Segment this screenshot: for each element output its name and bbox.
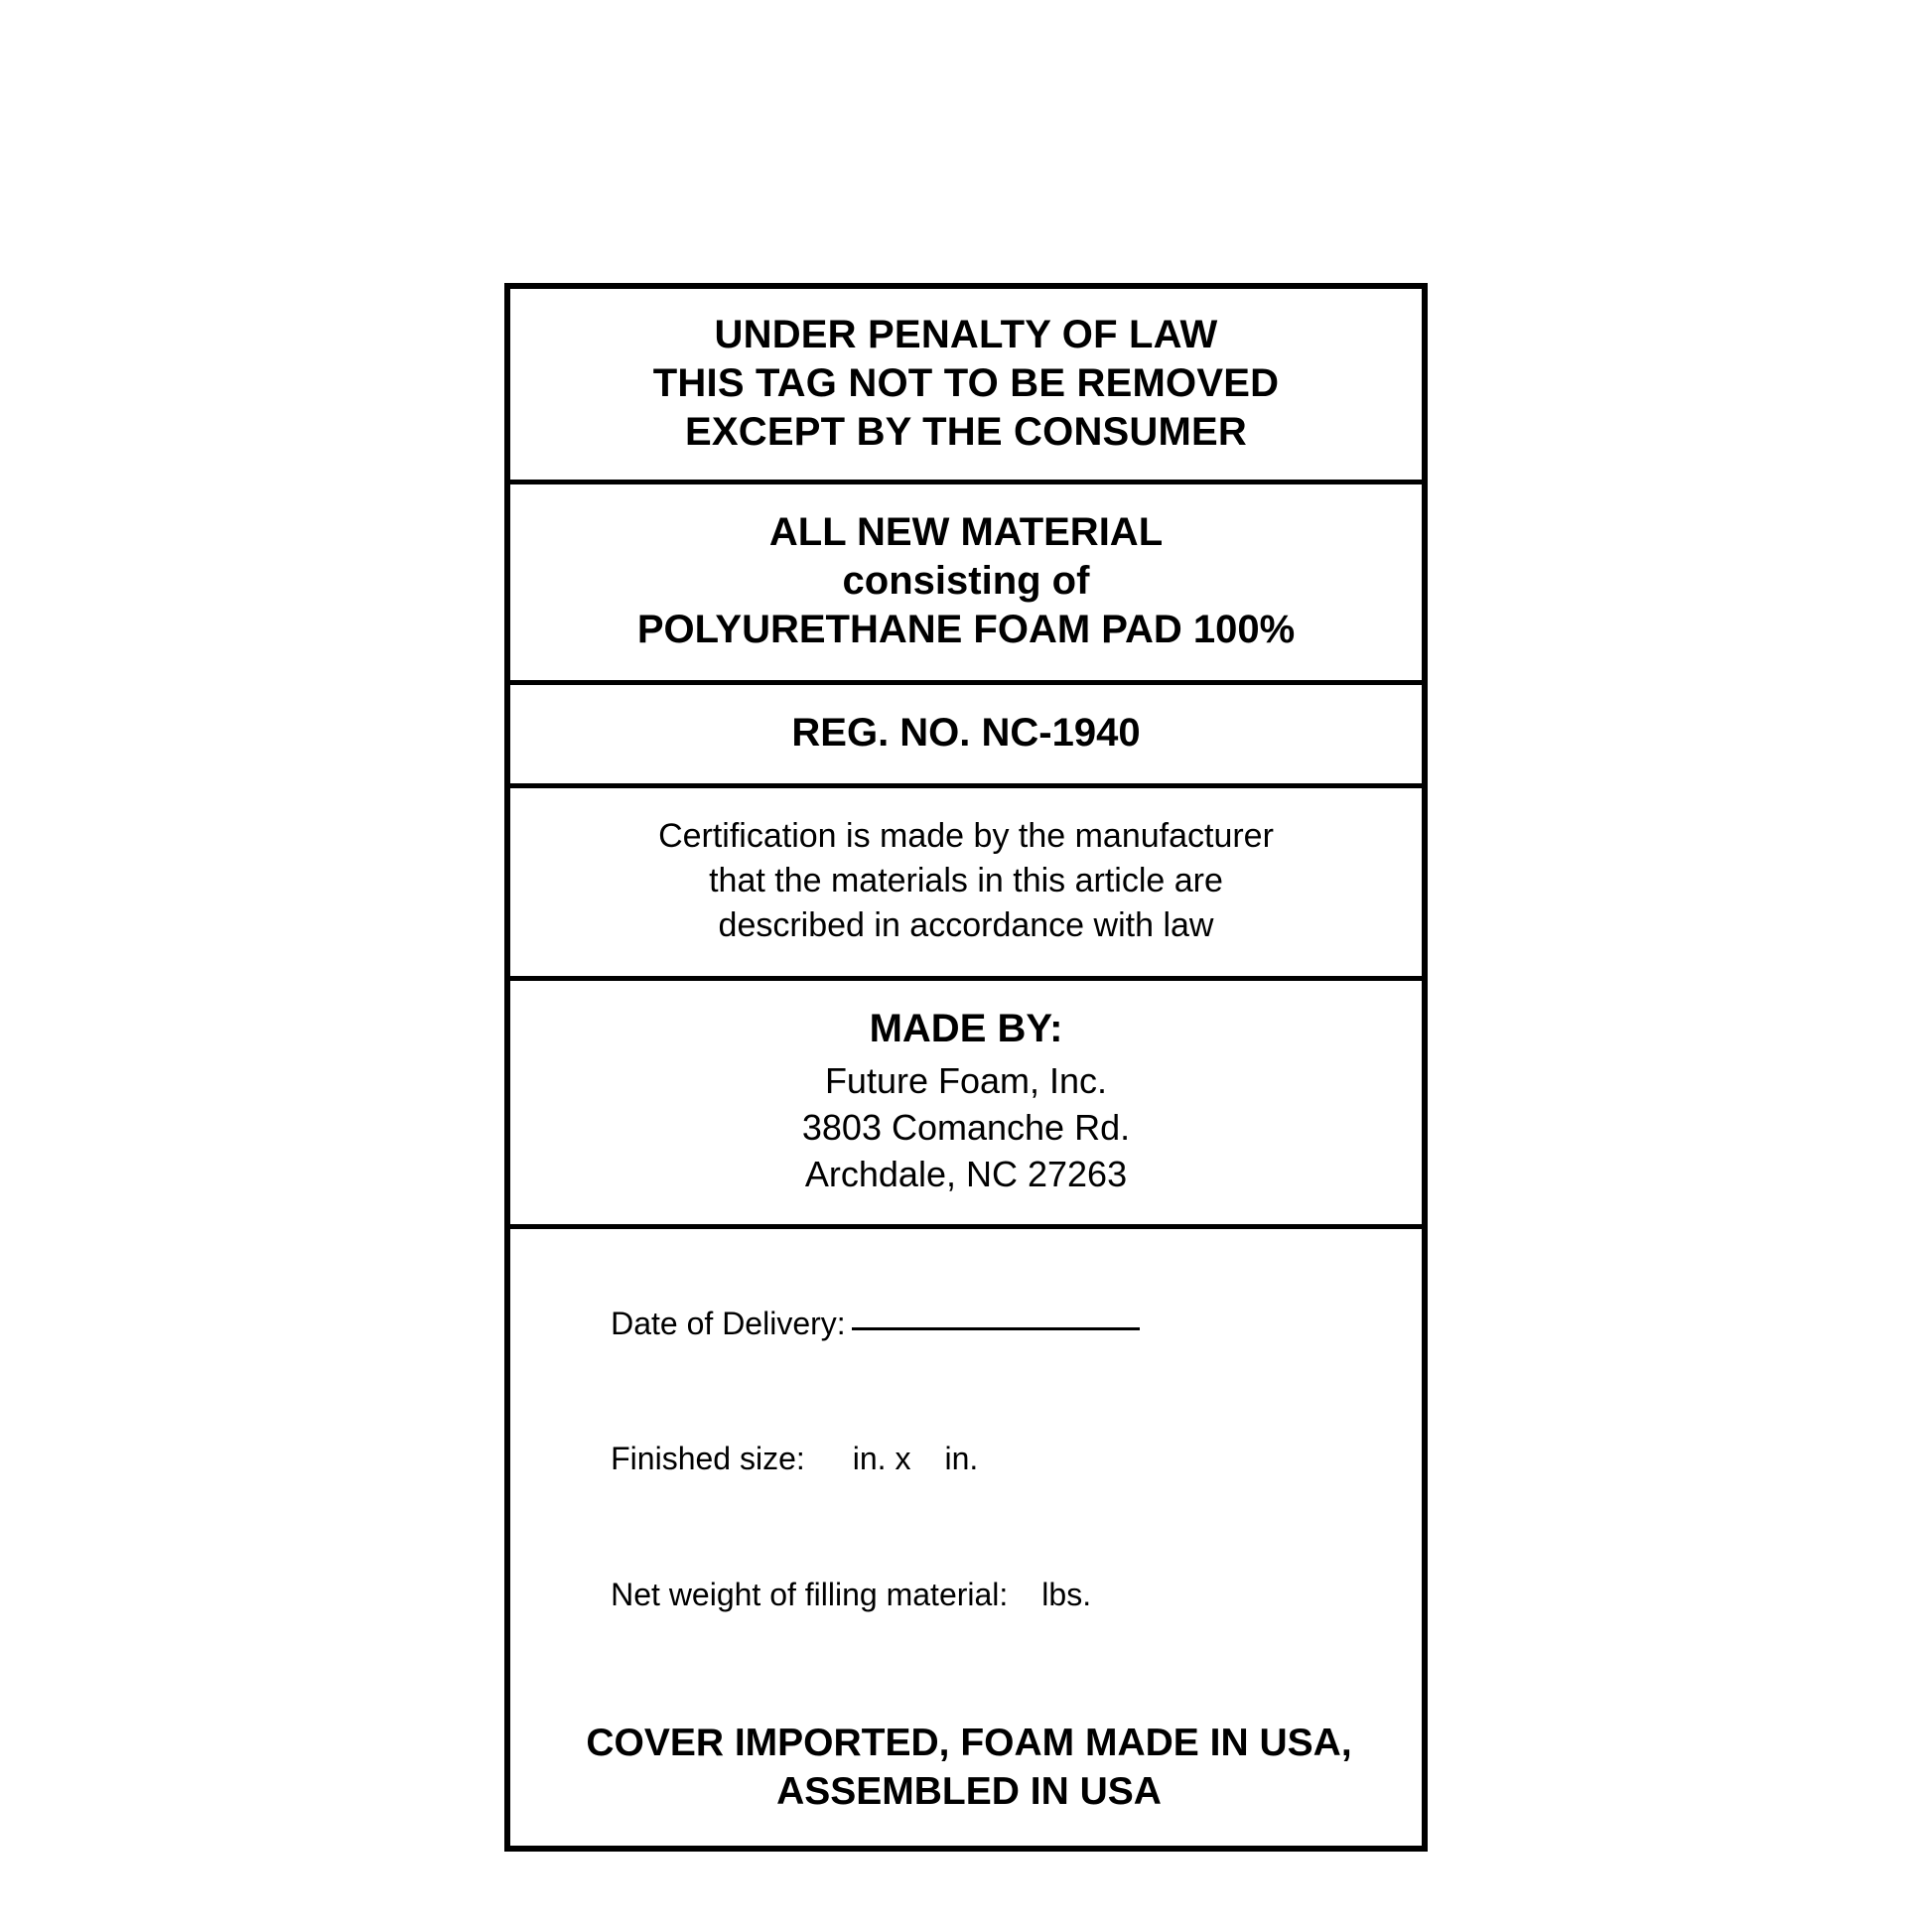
manufacturer-street: 3803 Comanche Rd. [801, 1107, 1131, 1149]
net-weight-unit: lbs. [1041, 1576, 1092, 1612]
date-of-delivery-label: Date of Delivery: [611, 1306, 846, 1342]
certification-line-2: that the materials in this article are [709, 861, 1223, 899]
penalty-line-1: UNDER PENALTY OF LAW [714, 313, 1218, 356]
origin-line-2: ASSEMBLED IN USA [776, 1769, 1162, 1813]
net-weight-row [540, 1527, 1398, 1662]
material-section [510, 484, 1422, 684]
origin-statement [540, 1719, 1398, 1816]
finished-size-row [540, 1392, 1398, 1527]
finished-size-unit-2: in. [944, 1441, 979, 1477]
penalty-notice-section [510, 289, 1422, 484]
manufacturer-section [510, 981, 1422, 1228]
law-label-tag [504, 283, 1428, 1852]
registration-number: REG. NO. NC-1940 [791, 710, 1141, 755]
manufacturer-name: Future Foam, Inc. [824, 1060, 1108, 1102]
manufacturer-city-state-zip: Archdale, NC 27263 [804, 1153, 1128, 1194]
certification-line-1: Certification is made by the manufacturer [658, 816, 1274, 855]
penalty-line-2: THIS TAG NOT TO BE REMOVED [652, 360, 1280, 405]
date-of-delivery-row [540, 1257, 1398, 1392]
fillable-fields-section [510, 1229, 1422, 1846]
registration-section [510, 685, 1422, 788]
material-line-2: consisting of [842, 559, 1090, 604]
finished-size-unit-1: in. x [852, 1441, 911, 1477]
origin-line-1: COVER IMPORTED, FOAM MADE IN USA, [586, 1721, 1352, 1764]
penalty-line-3: EXCEPT BY THE CONSUMER [685, 409, 1247, 454]
finished-size-label: Finished size: [611, 1441, 805, 1477]
made-by-heading: MADE BY: [869, 1007, 1063, 1051]
material-line-1: ALL NEW MATERIAL [768, 510, 1164, 555]
material-line-3: POLYURETHANE FOAM PAD 100% [636, 607, 1296, 651]
net-weight-label: Net weight of filling material: [611, 1576, 1009, 1612]
certification-line-3: described in accordance with law [718, 906, 1214, 945]
date-of-delivery-input[interactable] [852, 1327, 1140, 1330]
certification-section [510, 788, 1422, 982]
